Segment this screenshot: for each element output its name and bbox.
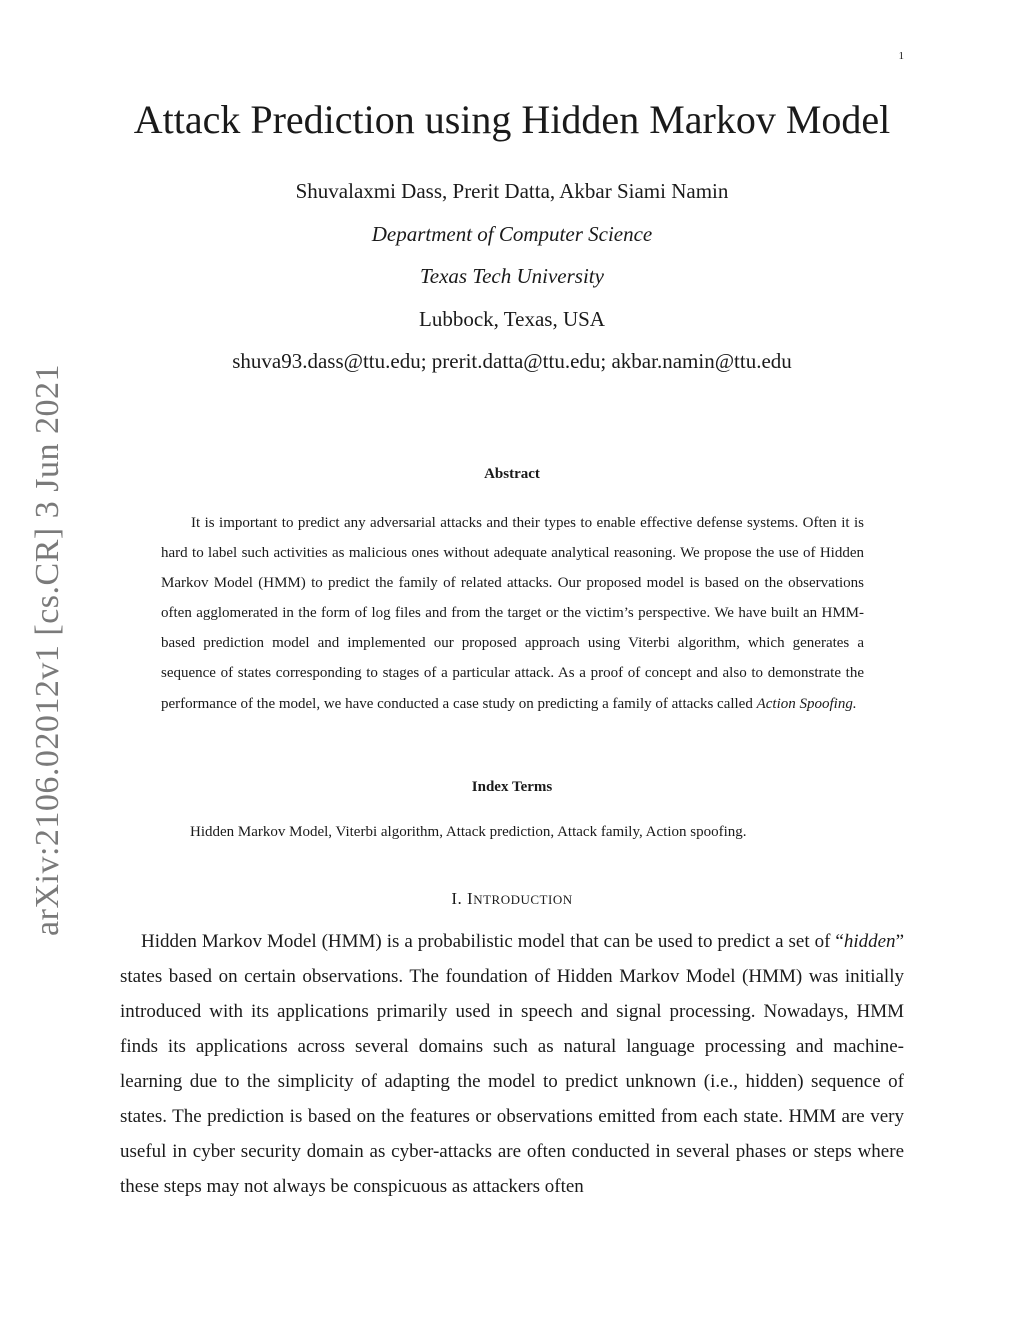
abstract-text: It is important to predict any adversarial attacks and their types to enable effective defense systems. Often it is hard to label such activities as malicious ones without adequate analytical reasoning. We propose the use of Hidden Markov Model (HMM) to predict the family of related attacks. Our proposed model is based on the observations often agglomerated in the form of log files and from the target or the victim’s perspective. We have built an HMM-based prediction model and implemented our proposed approach using Viterbi algorithm, which generates a sequence of states corresponding to stages of a particular attack. As a proof of concept and also to demonstrate the performance of the model, we have conducted a case study on predicting a family of attacks called <box>161 515 864 712</box>
abstract-emphasis: Action Spoofing. <box>756 695 857 712</box>
intro-text: ” states based on certain observations. The foundation of Hidden Markov Model (HMM) was initially introduced with its applications primarily used in speech and signal processing. Nowadays, HMM finds its applications across several domains such as natural language processing and machine-learning due to the simplicity of adapting the model to predict unknown (i.e., hidden) sequence of states. The prediction is based on the features or observations emitted from each state. HMM are very useful in cyber security domain as cyber-attacks are often conducted in several phases or steps where these steps may not always be conspicuous as attackers often <box>120 931 904 1197</box>
abstract-heading: Abstract <box>484 466 540 482</box>
intro-hidden-word: hidden <box>843 931 896 952</box>
author-department: Department of Computer Science <box>371 221 653 246</box>
author-location: Lubbock, Texas, USA <box>419 306 605 331</box>
index-terms-heading: Index Terms <box>471 779 553 795</box>
author-university: Texas Tech University <box>420 264 604 288</box>
abstract-body <box>161 508 864 719</box>
arxiv-side-stamp: arXiv:2106.02012v1 [cs.CR] 3 Jun 2021 <box>29 364 66 936</box>
section-title-rest: NTRODUCTION <box>473 892 573 907</box>
introduction-body <box>120 924 904 1204</box>
intro-lead: Hidden Markov Model (HMM) is a probabilistic model that can be used to predict a set of <box>141 931 831 952</box>
section-title-initial: I <box>467 889 474 908</box>
index-terms-body: Hidden Markov Model, Viterbi algorithm, Attack prediction, Attack family, Action spoofing. <box>190 824 747 840</box>
intro-open-quote: “ <box>835 931 844 952</box>
author-block <box>0 170 1024 383</box>
page-number: 1 <box>898 50 904 62</box>
paper-title: Attack Prediction using Hidden Markov Model <box>133 97 891 142</box>
author-emails: shuva93.dass@ttu.edu; prerit.datta@ttu.edu; akbar.namin@ttu.edu <box>232 349 792 373</box>
author-names: Shuvalaxmi Dass, Prerit Datta, Akbar Siami Namin <box>295 179 729 203</box>
section-number: I. <box>451 889 463 908</box>
section-heading-introduction <box>0 889 1024 909</box>
